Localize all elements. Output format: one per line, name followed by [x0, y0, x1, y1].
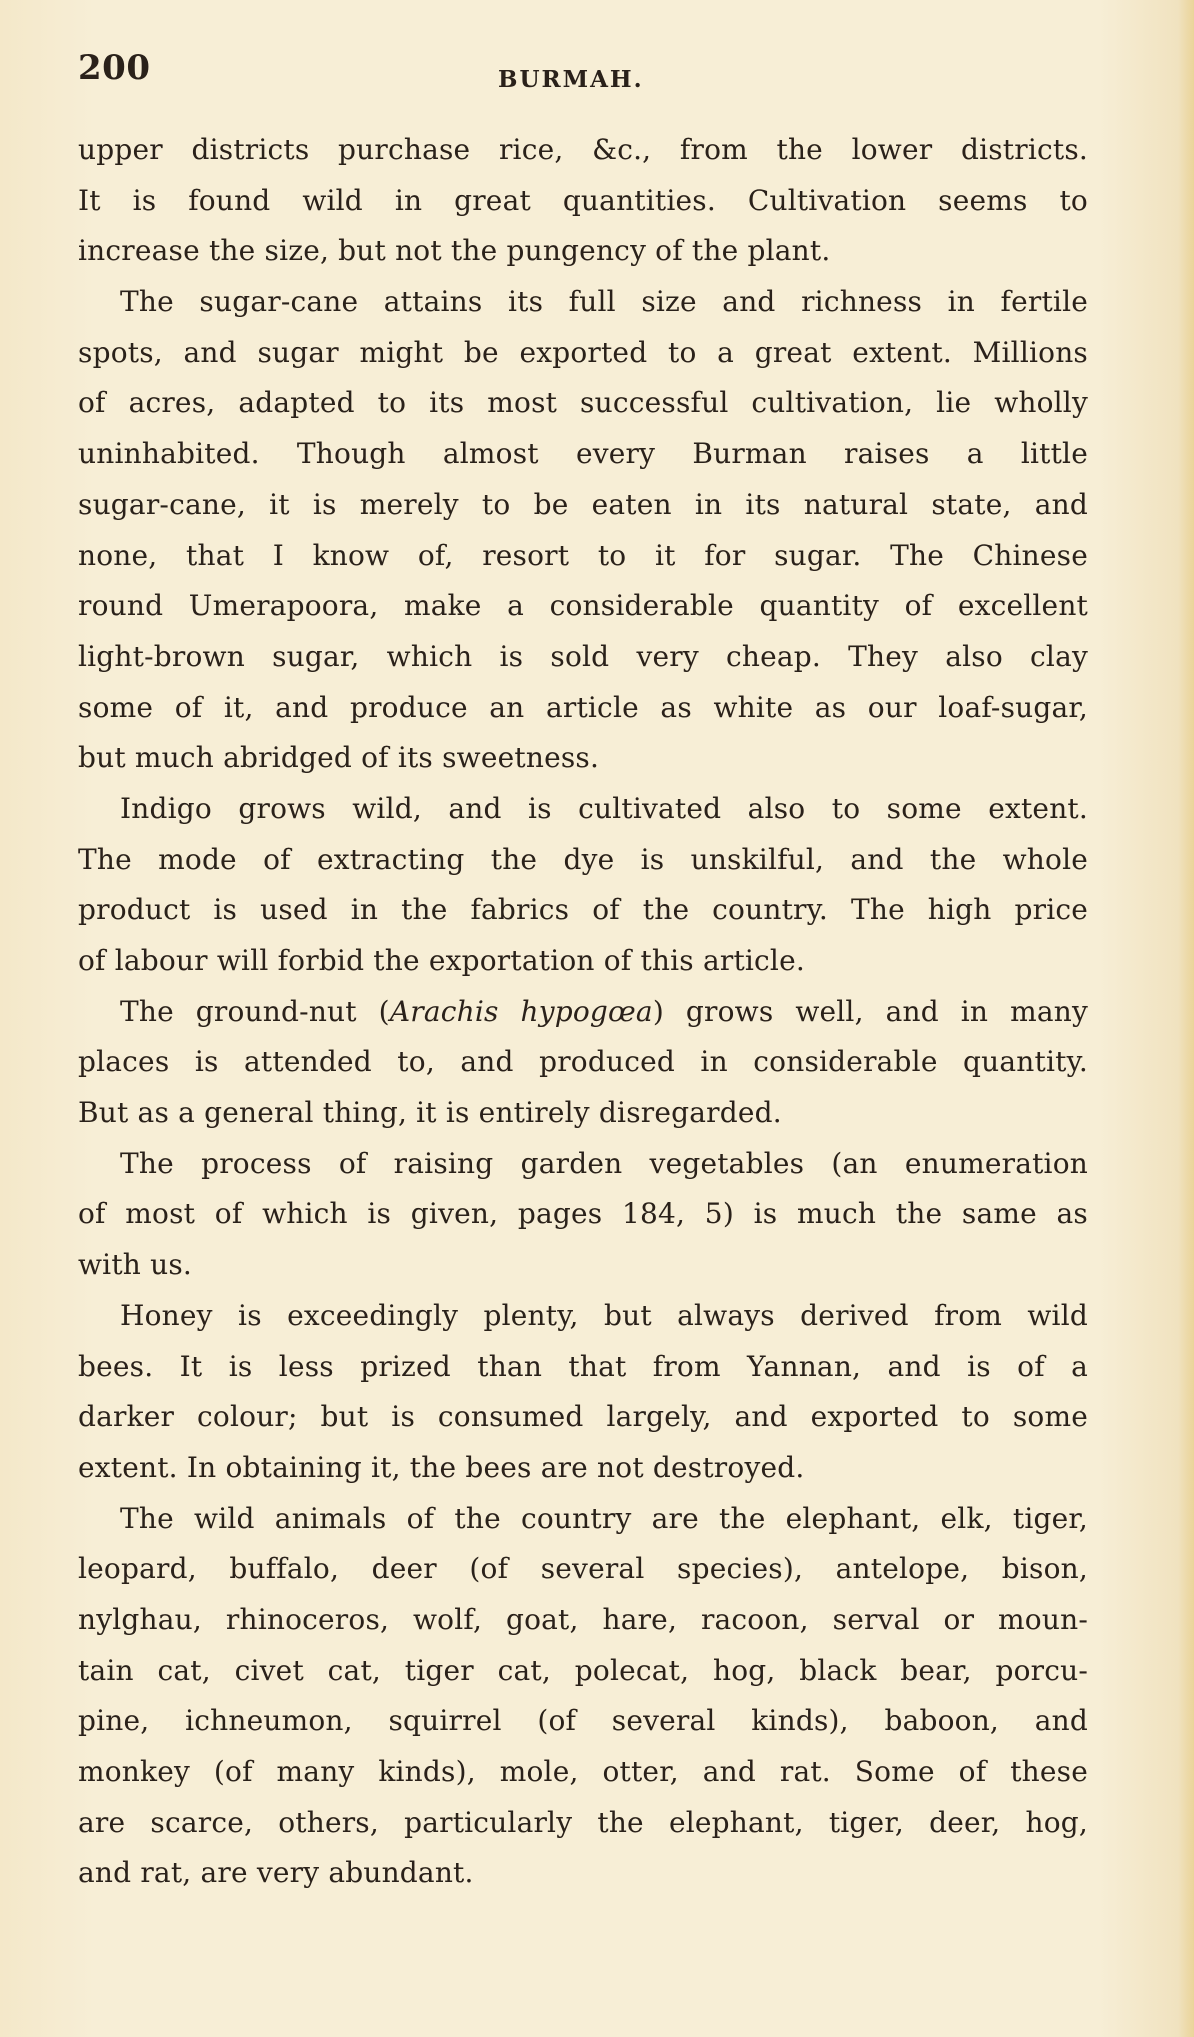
- text-line: uninhabited. Though almost every Burman raises a little: [78, 437, 1088, 471]
- paragraph-start-line: Indigo grows wild, and is cultivated also to some extent.: [120, 791, 1088, 825]
- running-head: BURMAH.: [498, 66, 644, 93]
- text-line: of labour will forbid the exportation of this article.: [78, 944, 805, 977]
- text-line: of acres, adapted to its most successful cultivation, lie wholly: [78, 386, 1088, 420]
- text-line: It is found wild in great quantities. Cultivation seems to: [78, 183, 1088, 217]
- text-line: of most of which is given, pages 184, 5) is much the same as: [78, 1197, 1088, 1231]
- text-line: monkey (of many kinds), mole, otter, and rat. Some of these: [78, 1755, 1088, 1788]
- text-line: tain cat, civet cat, tiger cat, polecat, hog, black bear, porcu-: [78, 1653, 1088, 1687]
- main-text: [78, 125, 1088, 1899]
- text-line: nylghau, rhinoceros, wolf, goat, hare, racoon, serval or moun-: [78, 1602, 1088, 1636]
- paragraph-start-line: The process of raising garden vegetables (an enumeration: [120, 1146, 1088, 1180]
- page-edge-shadow: [1178, 0, 1194, 2037]
- text-line: upper districts purchase rice, &c., from the lower districts.: [78, 133, 1088, 166]
- text-line: and rat, are very abundant.: [78, 1856, 474, 1890]
- text-line: product is used in the fabrics of the country. The high price: [78, 893, 1088, 927]
- text-line: leopard, buffalo, deer (of several species), antelope, bison,: [78, 1552, 1088, 1586]
- text-line: sugar-cane, it is merely to be eaten in its natural state, and: [78, 487, 1088, 521]
- paragraph-start-line: The wild animals of the country are the elephant, elk, tiger,: [120, 1501, 1088, 1535]
- text-line: with us.: [78, 1248, 193, 1282]
- paragraph-start-line: [78, 987, 1088, 1038]
- text-run: ) grows well, and in many: [652, 994, 1088, 1028]
- paragraph-start-line: The sugar-cane attains its full size and richness in fertile: [120, 285, 1088, 319]
- text-line: increase the size, but not the pungency of the plant.: [78, 234, 831, 268]
- italic-species-name: Arachis hypogœa: [389, 994, 653, 1028]
- text-line: bees. It is less prized than that from Yannan, and is of a: [78, 1349, 1088, 1383]
- text-line: but much abridged of its sweetness.: [78, 741, 600, 775]
- text-line: are scarce, others, particularly the elephant, tiger, deer, hog,: [78, 1805, 1088, 1839]
- text-line: spots, and sugar might be exported to a great extent. Millions: [78, 335, 1088, 369]
- text-line: light-brown sugar, which is sold very cheap. They also clay: [78, 639, 1088, 673]
- text-line: places is attended to, and produced in considerable quantity.: [78, 1045, 1088, 1079]
- text-line: none, that I know of, resort to it for sugar. The Chinese: [78, 538, 1088, 572]
- text-line: darker colour; but is consumed largely, and exported to some: [78, 1400, 1088, 1434]
- text-line: extent. In obtaining it, the bees are not destroyed.: [78, 1450, 805, 1484]
- text-line: some of it, and produce an article as white as our loaf-sugar,: [78, 690, 1088, 724]
- page-number: 200: [78, 48, 151, 88]
- text-line: But as a general thing, it is entirely disregarded.: [78, 1096, 782, 1130]
- text-line: pine, ichneumon, squirrel (of several kinds), baboon, and: [78, 1704, 1088, 1738]
- paragraph-start-line: Honey is exceedingly plenty, but always derived from wild: [120, 1298, 1088, 1332]
- text-line: The mode of extracting the dye is unskilful, and the whole: [78, 842, 1088, 876]
- text-line: round Umerapoora, make a considerable quantity of excellent: [78, 589, 1088, 623]
- text-run: The ground-nut (: [120, 994, 390, 1028]
- page-header: [78, 48, 1088, 104]
